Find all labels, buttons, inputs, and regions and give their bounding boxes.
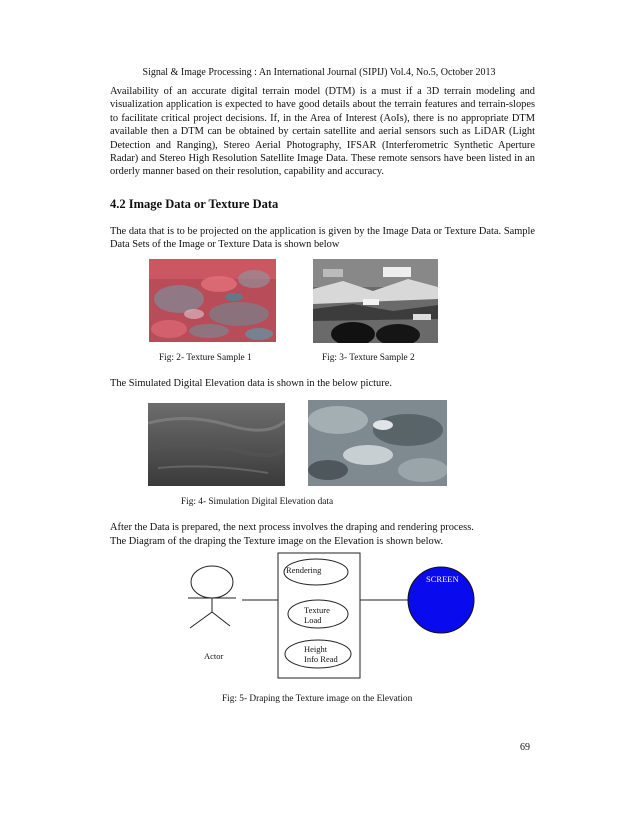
rendering-label: Rendering <box>286 565 322 575</box>
height-label-line2: Info Read <box>304 654 338 664</box>
after-line-1: After the Data is prepared, the next process involves the draping and rendering process. <box>110 522 474 533</box>
height-label-line1: Height <box>304 644 328 654</box>
fig4-caption: Fig: 4- Simulation Digital Elevation data <box>181 497 334 507</box>
texture-sample-1-image <box>149 259 276 342</box>
actor-label: Actor <box>204 651 224 661</box>
intro-paragraph-text: Availability of an accurate digital terrain model (DTM) is a must if a 3D terrain modeling and visualization application is expected to have good details about the terrain features and terrain-slopes to facilitate critical project decisions. If, in the Area of Interest (AoIs), there is no appropriate DTM available then a DTM can be obtained by certain satellite and aerial sensors such as LiDAR (Light Detection and Ranging), Stereo Aerial Photography, IFSAR (Interferometric Synthetic Aperture Radar) and Stereo High Resolution Satellite Image Data. These remote sensors have been listed in an orderly manner based on their resolution, capability and accuracy. <box>110 86 535 178</box>
section-paragraph <box>110 225 535 252</box>
draping-diagram <box>170 550 490 680</box>
texture-load-label <box>304 605 330 625</box>
texture-sample-2-image <box>313 259 438 343</box>
running-header: Signal & Image Processing : An International Journal (SIPIJ) Vol.4, No.5, October 2013 <box>142 67 496 78</box>
fig5-caption: Fig: 5- Draping the Texture image on the Elevation <box>222 694 413 704</box>
actor-right-leg <box>212 612 230 626</box>
intro-paragraph <box>110 85 535 179</box>
texture-label-line1: Texture <box>304 605 330 615</box>
after-line-2: The Diagram of the draping the Texture image on the Elevation is shown below. <box>110 536 444 547</box>
dem-intro: The Simulated Digital Elevation data is shown in the below picture. <box>110 378 392 389</box>
texture-label-line2: Load <box>304 615 322 625</box>
section-heading: 4.2 Image Data or Texture Data <box>110 197 279 211</box>
page-number: 69 <box>520 742 530 753</box>
height-info-label <box>304 644 338 664</box>
elevation-image-2 <box>308 400 447 486</box>
actor-left-leg <box>190 612 212 628</box>
elevation-image-1 <box>148 403 285 486</box>
actor-head <box>191 566 233 598</box>
screen-label: SCREEN <box>426 574 459 584</box>
section-paragraph-text: The data that is to be projected on the application is given by the Image Data or Texture Data. Sample Data Sets of the Image or Texture Data is shown below <box>110 226 535 251</box>
fig2-caption: Fig: 2- Texture Sample 1 <box>159 353 252 363</box>
fig3-caption: Fig: 3- Texture Sample 2 <box>322 353 415 363</box>
